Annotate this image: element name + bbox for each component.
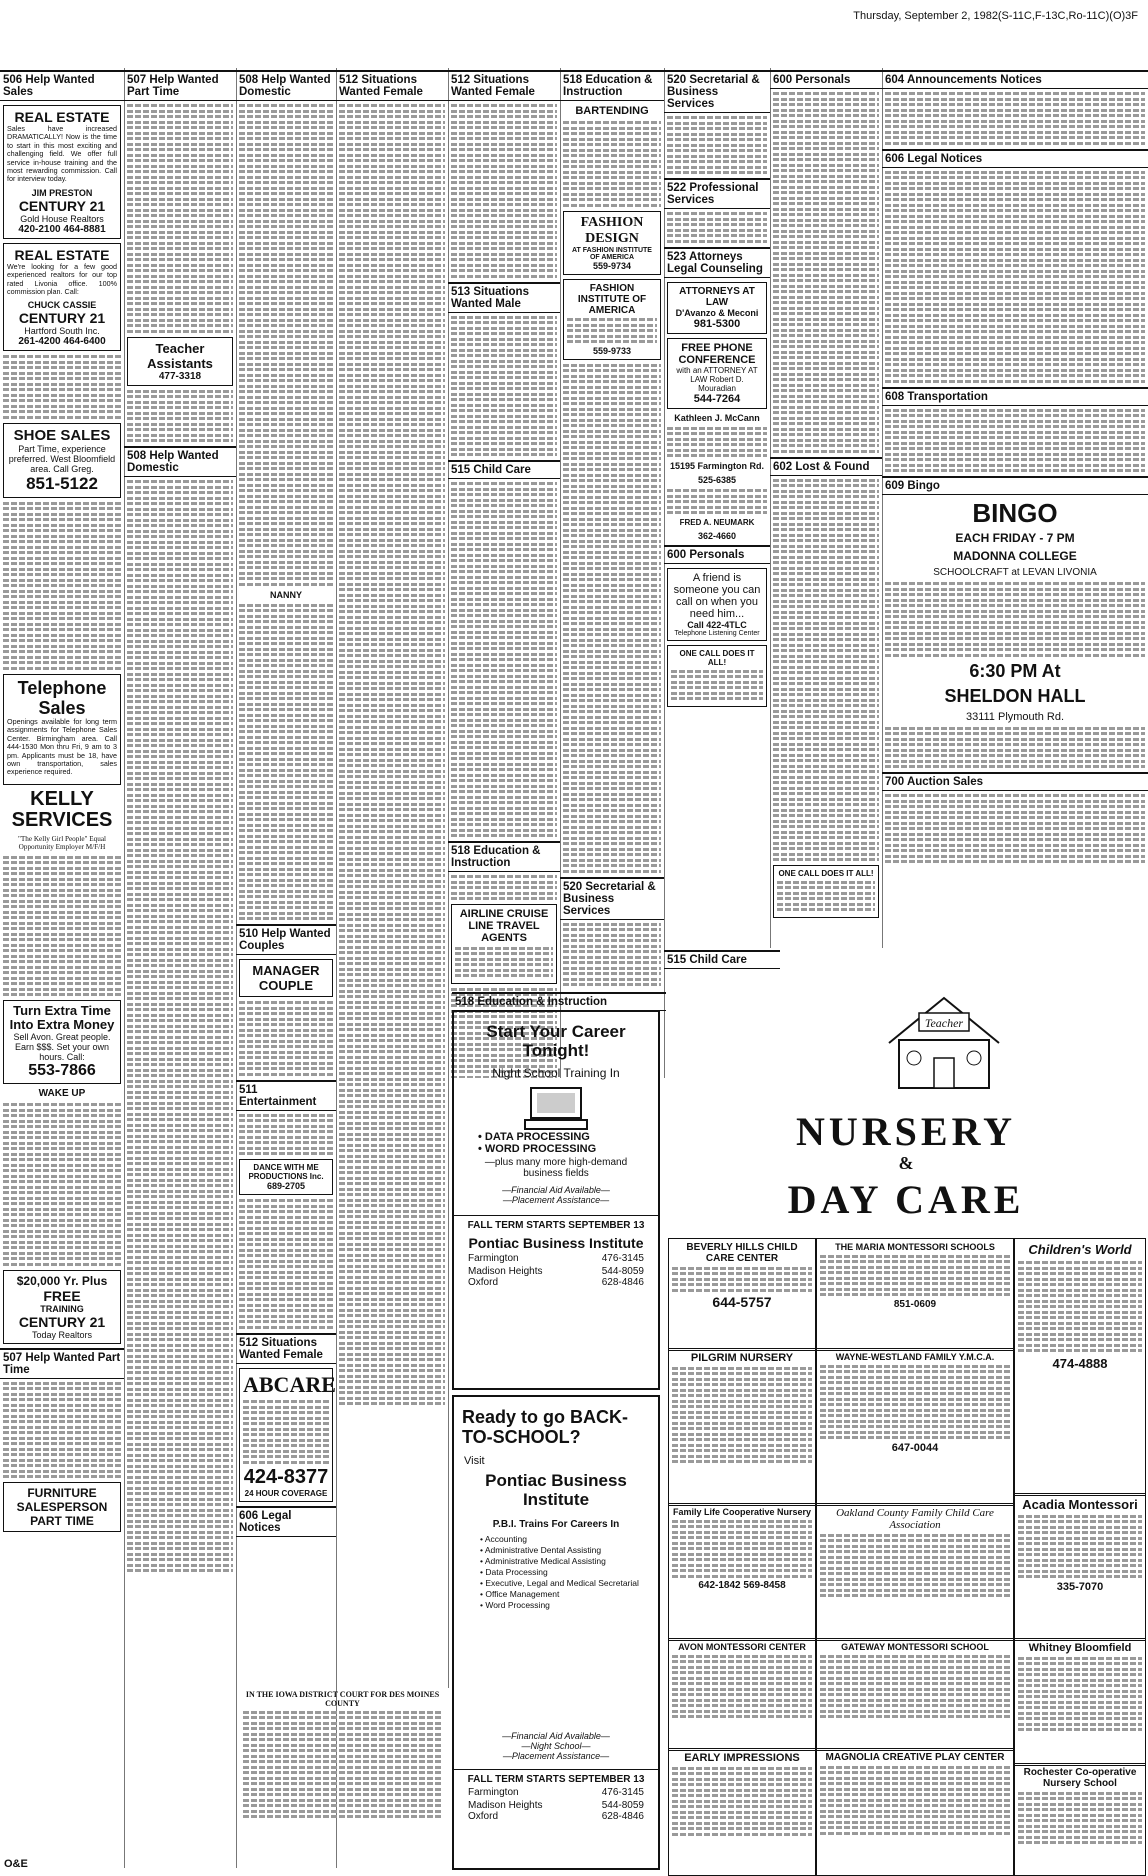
classified-text-block (243, 1400, 329, 1464)
section-header: 604 Announcements Notices (882, 70, 1148, 89)
ad-title: SHOE SALES (13, 426, 111, 444)
ad-fashion-design (563, 211, 661, 275)
ad-avon-montessori (668, 1638, 816, 1751)
page-folio (0, 10, 1148, 24)
pbi2-spacer (454, 1611, 658, 1731)
classified-text-block (339, 104, 445, 1405)
schoolhouse-illustration (879, 988, 1009, 1093)
ad-phone: 261-4200 464-6400 (18, 336, 106, 348)
ad-title: THE MARIA MONTESSORI SCHOOLS (835, 1242, 995, 1252)
section-header: 700 Auction Sales (882, 772, 1148, 791)
ad-title: AIRLINE CRUISE LINE TRAVEL AGENTS (459, 908, 549, 944)
ad-subtitle: Gold House Realtors (20, 213, 104, 224)
section-header: 606 Legal Notices (882, 149, 1148, 168)
pbi-phone: 544-8059 (601, 1266, 644, 1277)
ad-neumark-phone: 362-4660 (697, 531, 737, 541)
pbi2-program: • Accounting (480, 1534, 527, 1544)
ad-phone: 559-9734 (592, 260, 632, 271)
pbi-name: Pontiac Business Institute (468, 1235, 644, 1251)
column-4 (336, 68, 449, 1688)
column-5 (448, 68, 561, 1078)
ad-subtitle: Today Realtors (31, 1329, 93, 1340)
classified-text-block (773, 92, 879, 453)
ad-real-estate-cassie (3, 243, 121, 352)
pbi2-fall-term: FALL TERM STARTS SEPTEMBER 13 (454, 1769, 658, 1785)
ad-phone: 474-4888 (1052, 1356, 1108, 1371)
bingo-madonna: MADONNA COLLEGE (953, 549, 1077, 563)
ad-title: GATEWAY MONTESSORI SCHOOL (841, 1642, 989, 1652)
legal-notice-iowa (240, 1690, 445, 1870)
nursery-amp: & (898, 1153, 914, 1173)
pbi2-trains: P.B.I. Trains For Careers In (492, 1519, 620, 1530)
pbi2-location-row (454, 1811, 658, 1822)
ad-title: FREE PHONE CONFERENCE (678, 341, 756, 366)
pbi2-program: • Administrative Dental Assisting (480, 1545, 602, 1555)
pbi-phone: 628-4846 (601, 1277, 644, 1288)
classified-text-block (820, 1766, 1010, 1835)
ad-family-life (668, 1503, 816, 1641)
classified-text-block (820, 1534, 1010, 1598)
pbi2-program: • Administrative Medical Assisting (480, 1556, 606, 1566)
pbi2-phone: 544-8059 (601, 1800, 644, 1811)
ad-davanzo-meconi (667, 282, 767, 334)
ad-title: Telephone Sales (17, 677, 107, 718)
pbi2-phone: 628-4846 (601, 1811, 644, 1822)
ad-beverly-hills (668, 1238, 816, 1351)
ad-telephone-sales (3, 674, 121, 785)
bingo-title: BINGO (972, 498, 1058, 528)
pbi-plus: —plus many more high-demand business fields (484, 1157, 628, 1179)
ad-neumark: FRED A. NEUMARK (679, 518, 755, 527)
ad-title: Teacher Assistants (147, 340, 213, 371)
ad-company: D'Avanzo & Meconi (675, 307, 759, 318)
section-header: 523 Attorneys Legal Counseling (664, 247, 770, 278)
section-header: 600 Personals (770, 70, 882, 89)
classified-text-block (672, 1767, 812, 1836)
ad-title: ONE CALL DOES IT ALL! (778, 869, 874, 878)
pbi2-program: • Executive, Legal and Medical Secretarial (480, 1578, 639, 1588)
classified-text-block (3, 1103, 121, 1266)
ad-title: Rochester Co-operative Nursery School (1023, 1767, 1137, 1789)
pbi-financial-aid: —Financial Aid Available— (502, 1185, 610, 1195)
pbi2-program: • Word Processing (480, 1600, 550, 1610)
ad-company: CENTURY 21 (18, 197, 106, 214)
ad-training: TRAINING (40, 1303, 84, 1314)
ad-title: REAL ESTATE (14, 109, 110, 125)
section-header: 513 Situations Wanted Male (448, 282, 560, 313)
classified-text-block (239, 1199, 333, 1329)
ad-title: AVON MONTESSORI CENTER (678, 1642, 806, 1652)
classified-text-block (239, 104, 333, 586)
ad-avon (3, 1000, 121, 1084)
bingo-when: EACH FRIDAY - 7 PM (955, 531, 1075, 545)
ad-phone: Call 422-4TLC (687, 620, 747, 630)
pbi-placement: —Placement Assistance— (502, 1195, 610, 1205)
section-header: 520 Secretarial & Business Services (560, 877, 664, 920)
classified-text-block (3, 856, 121, 997)
ad-phone: 981-5300 (693, 317, 741, 330)
section-header: 600 Personals (664, 545, 770, 564)
ad-pontiac-start-career (452, 996, 660, 1390)
bingo-sheldon-address: 33111 Plymouth Rd. (965, 710, 1065, 723)
ad-text: Sales have increased DRAMATICALLY! Now is the time to start in this most exciting and challenging field. We offer full service in-house training and the most rewarding commission. Call for interview today. (7, 124, 117, 184)
pbi-location: Oxford (468, 1277, 499, 1288)
pbi-fall-term: FALL TERM STARTS SEPTEMBER 13 (454, 1215, 658, 1231)
ad-salary: $20,000 Yr. Plus (16, 1273, 108, 1288)
pbi2-program: • Data Processing (480, 1567, 548, 1577)
ad-teacher-assistants (127, 337, 233, 386)
ad-phone: 559-9733 (592, 345, 632, 356)
section-header: 522 Professional Services (664, 178, 770, 209)
classified-text-block (667, 212, 767, 243)
ad-free-phone-conference (667, 338, 767, 409)
pbi2-headline: Ready to go BACK-TO-SCHOOL? (462, 1407, 628, 1447)
pbi2-location-row (454, 1785, 658, 1800)
ad-childrens-world (1014, 1238, 1146, 1496)
column-9 (882, 68, 1148, 948)
column-7 (664, 68, 771, 948)
ad-subtitle: AT FASHION INSTITUTE OF AMERICA (572, 246, 652, 261)
classified-text-block (1018, 1657, 1142, 1732)
section-header: 507 Help Wanted Part Time (124, 70, 236, 101)
ad-acadia-montessori (1014, 1493, 1146, 1641)
section-header: 608 Transportation (882, 387, 1148, 406)
ad-title: Acadia Montessori (1022, 1497, 1138, 1512)
pbi2-phone: 476-3145 (601, 1787, 644, 1798)
classified-text-block (773, 479, 879, 862)
ad-one-call (667, 645, 767, 707)
column-2 (124, 68, 237, 1868)
pbi2-location: Farmington (468, 1787, 519, 1798)
pbi2-location-row (454, 1800, 658, 1811)
ad-title: BEVERLY HILLS CHILD CARE CENTER (686, 1242, 798, 1264)
ad-subtitle: with an ATTORNEY AT LAW Robert D. Mouradian (676, 365, 758, 393)
classified-text-block (563, 923, 661, 987)
ad-phone: 644-5757 (712, 1294, 772, 1310)
section-header: 515 Child Care (448, 460, 560, 479)
ad-dance-with-me (239, 1159, 333, 1195)
classified-text-block (885, 409, 1145, 473)
pbi-location-row (454, 1251, 658, 1266)
pbi-location: Farmington (468, 1253, 519, 1264)
page-footer-mark: O&E (4, 1858, 28, 1870)
bingo-madonna-address: SCHOOLCRAFT at LEVAN LIVONIA (933, 567, 1097, 578)
pbi2-program-list (454, 1534, 658, 1611)
classified-text-block (3, 502, 121, 670)
nursery-subtitle: DAY CARE (787, 1177, 1025, 1222)
ad-phone: 647-0044 (891, 1441, 939, 1454)
ad-phone: 553-7866 (28, 1062, 96, 1080)
ad-abcare (239, 1368, 336, 1503)
ad-whitney-bloomfield (1014, 1638, 1146, 1766)
ad-furniture-salesperson (3, 1482, 121, 1532)
classified-text-block (451, 104, 557, 278)
pbi-location-row (454, 1277, 658, 1288)
section-header: 506 Help Wanted Sales (0, 70, 124, 101)
ad-title: FURNITURE SALESPERSON PART TIME (16, 1486, 108, 1529)
classified-text-block (239, 604, 333, 921)
section-header: 512 Situations Wanted Female (236, 1333, 336, 1364)
classified-text-block (820, 1255, 1010, 1297)
section-header: 510 Help Wanted Couples (236, 924, 336, 955)
ad-maria-montessori (816, 1238, 1014, 1351)
pbi-location-row (454, 1266, 658, 1277)
pbi-item-2: • WORD PROCESSING (478, 1143, 597, 1155)
column-8 (770, 68, 883, 948)
ad-phone: 477-3318 (158, 370, 202, 382)
section-header: 512 Situations Wanted Female (448, 70, 560, 101)
classified-text-block (239, 1114, 333, 1156)
legal-title: IN THE IOWA DISTRICT COURT FOR DES MOINES COUNTY (245, 1690, 440, 1708)
classified-text-block (243, 1711, 442, 1819)
ad-text: Sell Avon. Great people. Earn $$$. Set your own hours. Call: (13, 1032, 111, 1063)
classified-text-block (451, 875, 557, 900)
ad-text: We're looking for a few good experienced realtors for our top rated Livonia office. 100% commission plan. Call: (7, 261, 117, 297)
classified-text-block (567, 318, 657, 343)
pbi2-night: —Night School— (521, 1741, 591, 1751)
ad-early-impressions (668, 1748, 816, 1876)
section-header: 508 Help Wanted Domestic (236, 70, 336, 101)
ad-oakland-county (816, 1503, 1014, 1641)
ad-one-call-2 (773, 865, 879, 918)
ad-rochester-coop (1014, 1763, 1146, 1876)
ad-title: FASHION DESIGN (580, 214, 644, 246)
ad-title: EARLY IMPRESSIONS (684, 1752, 800, 1764)
classified-text-block (3, 355, 121, 419)
ad-contact: CHUCK CASSIE (27, 300, 97, 311)
ad-phone: 424-8377 (243, 1466, 329, 1488)
column-6 (560, 68, 665, 1078)
ad-phone: 851-5122 (26, 473, 98, 493)
kelly-subtitle: "The Kelly Girl People" Equal Opportunity Employer M/F/H (17, 834, 107, 852)
folio-code: (S-11C,F-13C,Ro-11C)(O)3F (997, 10, 1138, 22)
ad-title: Whitney Bloomfield (1028, 1642, 1132, 1654)
pbi2-program: • Office Management (480, 1589, 560, 1599)
section-header: 609 Bingo (882, 476, 1148, 495)
classified-text-block (820, 1655, 1010, 1719)
ad-title: PILGRIM NURSERY (690, 1352, 794, 1364)
pbi-location: Madison Heights (468, 1266, 543, 1277)
classified-text-block (667, 427, 767, 458)
classified-text-block (777, 881, 875, 912)
ad-wayne-westland-ymca (816, 1348, 1014, 1506)
classified-text-block (672, 1520, 812, 1578)
classified-text-block (127, 480, 233, 1572)
pbi2-location: Madison Heights (468, 1800, 543, 1811)
ad-gateway-montessori (816, 1638, 1014, 1751)
ad-bartending: BARTENDING (575, 105, 649, 117)
ad-airline-travel-agents (451, 904, 557, 984)
ad-free: FREE (43, 1287, 81, 1304)
section-header: 520 Secretarial & Business Services (664, 70, 770, 113)
ad-title: ABCARE (243, 1371, 336, 1397)
nursery-title: NURSERY (796, 1109, 1016, 1154)
ad-phone: 642-1842 569-8458 (698, 1580, 786, 1591)
classified-text-block (672, 1367, 812, 1464)
ad-title: Oakland County Family Child Care Association (836, 1507, 994, 1531)
ad-phone: 420-2100 464-8881 (18, 223, 106, 235)
ad-farmington-address: 15195 Farmington Rd. (669, 461, 765, 471)
classified-text-block (127, 390, 233, 443)
section-header: 507 Help Wanted Part Time (0, 1348, 124, 1379)
section-header: 515 Child Care (664, 950, 780, 969)
ad-shoe-sales (3, 423, 121, 498)
ad-phone: 544-7264 (693, 392, 741, 405)
ad-manager-couple (239, 959, 333, 997)
ad-pontiac-back-to-school (452, 1395, 660, 1870)
ad-farmington-phone: 525-6385 (697, 475, 737, 485)
ad-subtitle: Hartford South Inc. (24, 326, 100, 337)
bingo-time: 6:30 PM At (969, 660, 1061, 681)
pbi-night-school: Night School Training In (492, 1066, 620, 1080)
ad-title: ONE CALL DOES IT ALL! (679, 649, 755, 667)
ad-title: Turn Extra Time Into Extra Money (9, 1003, 115, 1033)
ad-magnolia (816, 1748, 1014, 1876)
column-3 (236, 68, 337, 1868)
classified-text-block (885, 727, 1145, 769)
classified-text-block (455, 947, 553, 978)
nursery-daycare-section (664, 948, 1148, 1876)
classified-text-block (1018, 1792, 1142, 1845)
ad-phone: 689-2705 (266, 1181, 306, 1191)
section-header: 602 Lost & Found (770, 457, 882, 476)
ad-title: Children's World (1028, 1242, 1132, 1257)
ad-pilgrim-nursery (668, 1348, 816, 1506)
pbi2-location: Oxford (468, 1811, 499, 1822)
classified-text-block (239, 1001, 333, 1076)
classified-text-block (451, 316, 557, 457)
bingo-sheldon: SHELDON HALL (944, 685, 1086, 706)
pbi-start-headline: Start Your Career Tonight! (486, 1022, 626, 1060)
ad-title: DANCE WITH ME PRODUCTIONS Inc. (248, 1163, 324, 1181)
section-header: 511 Entertainment (236, 1080, 336, 1111)
classified-text-block (885, 582, 1145, 657)
ad-title: Family Life Cooperative Nursery (672, 1507, 812, 1517)
section-header: 518 Education & Instruction (448, 841, 560, 872)
classified-text-block (671, 670, 763, 701)
ad-title: ATTORNEYS AT LAW (679, 285, 755, 308)
ad-title: MANAGER COUPLE (252, 963, 320, 993)
classified-text-block (885, 794, 1145, 863)
ad-text: Part Time, experience preferred. West Bloomfield area. Call Greg. (8, 443, 116, 474)
ad-company: CENTURY 21 (18, 310, 106, 327)
ad-title: FASHION INSTITUTE OF AMERICA (577, 282, 647, 316)
ad-title: A friend is someone you can call on when you need him... (673, 572, 761, 620)
section-header: 518 Education & Instruction (452, 992, 666, 1011)
pbi2-placement: —Placement Assistance— (502, 1751, 610, 1761)
ad-company: CENTURY 21 (18, 1313, 106, 1330)
classified-text-block (563, 121, 661, 207)
ad-subtitle: Telephone Listening Center (674, 630, 760, 637)
kelly-logo: KELLY SERVICES (11, 787, 113, 831)
classified-text-block (820, 1365, 1010, 1440)
classified-text-block (885, 171, 1145, 383)
pbi2-financial-aid: —Financial Aid Available— (502, 1731, 610, 1741)
classified-text-block (667, 489, 767, 514)
ad-wake-up: WAKE UP (38, 1088, 86, 1100)
ad-title: REAL ESTATE (14, 246, 110, 263)
section-header: 518 Education & Instruction (560, 70, 664, 101)
ad-real-estate-preston (3, 105, 121, 239)
computer-terminal-icon (521, 1086, 591, 1131)
ad-subtitle: 24 HOUR COVERAGE (244, 1489, 328, 1498)
ad-fashion-institute (563, 279, 661, 360)
classified-text-block (1018, 1261, 1142, 1352)
classified-text-block (667, 116, 767, 174)
teacher-sign: Teacher (924, 1016, 964, 1030)
classified-text-block (127, 104, 233, 333)
pbi2-name: Pontiac Business Institute (485, 1471, 627, 1509)
section-header: 508 Help Wanted Domestic (124, 446, 236, 477)
ad-century21-today (3, 1270, 121, 1344)
section-header: 512 Situations Wanted Female (336, 70, 448, 101)
classified-text-block (672, 1267, 812, 1292)
ad-text: Openings available for long term assignments for Telephone Sales Center. Birmingham area. Call 444-1530 Mon thru Fri, 9 am to 3 pm. Applicants must be 18, have own transportation, sales experience required. (7, 716, 117, 777)
classified-text-block (1018, 1515, 1142, 1579)
ad-title: WAYNE-WESTLAND FAMILY Y.M.C.A. (835, 1352, 995, 1362)
ad-phone: 335-7070 (1056, 1580, 1104, 1593)
classified-text-block (672, 1655, 812, 1719)
classified-text-block (885, 92, 1145, 145)
folio-date: Thursday, September 2, 1982 (853, 10, 998, 22)
classified-text-block (3, 1382, 121, 1479)
ad-mccann: Kathleen J. McCann (674, 412, 760, 423)
ad-contact: JIM PRESTON (31, 187, 93, 198)
ad-title: MAGNOLIA CREATIVE PLAY CENTER (825, 1752, 1005, 1763)
classified-text-block (451, 482, 557, 837)
classified-text-block (563, 364, 661, 873)
pbi2-visit: Visit (464, 1455, 485, 1467)
pbi-item-1: • DATA PROCESSING (478, 1131, 590, 1143)
ad-telephone-listening (667, 568, 767, 641)
ad-nanny: NANNY (269, 589, 302, 600)
section-header: 606 Legal Notices (236, 1506, 336, 1537)
pbi-phone: 476-3145 (601, 1253, 644, 1264)
ad-phone: 851-0609 (893, 1298, 937, 1310)
column-1 (0, 68, 125, 1868)
